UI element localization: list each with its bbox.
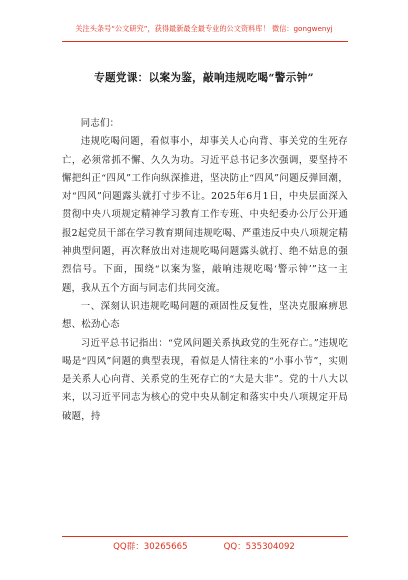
footer-qq-number: QQ：535304092 [223,542,295,552]
header-divider [62,41,348,42]
greeting: 同志们： [80,118,120,129]
footer-divider [62,536,348,537]
header-banner: 关注头条号“公文研究”，获得最新最全最专业的公文资料库！ 微信：gongwenyj [75,24,333,33]
body-paragraph: 习近平总书记指出：“党风问题关系执政党的生死存亡。”违规吃喝是“四风”问题的典型表现，看似是人情往来的“小事小节”，实则是关系人心向背、关系党的生死存亡的“大是大非”。党的十八大以来，以习近平同志为核心的党中央从制定和落实中央八项规定开局破题，持 [62,337,348,422]
footer-qq-group: QQ群：30265665 [113,542,188,552]
section-heading: 一、深刻认识违规吃喝问题的顽固性反复性，坚决克服麻痹思想、松劲心态 [62,300,348,331]
body-paragraph: 违规吃喝问题，看似事小，却事关人心向背、事关党的生死存亡，必须常抓不懈、久久为功。习近平总书记多次强调，要坚持不懈把纠正“四风”工作向纵深推进，坚决防止“四风”问题反弹回潮，对“四风”问题露头就打寸步不让。2025年6月1日，中央层面深入贯彻中央八项规定精神学习教育工作专班、中央纪委办公厅公开通报2起党员干部在学习教育期间违规吃喝、严重违反中央八项规定精神典型问题，再次释放出对违规吃喝问题露头就打、绝不姑息的强烈信号。下面，围绕“以案为鉴，敲响违规吃喝‘警示钟’”这一主题，我从五个方面与同志们共同交流。 [62,136,348,294]
document-title: 专题党课：以案为鉴，敲响违规吃喝“警示钟” [94,72,314,84]
document-body [62,115,348,426]
footer-contact [0,540,408,552]
